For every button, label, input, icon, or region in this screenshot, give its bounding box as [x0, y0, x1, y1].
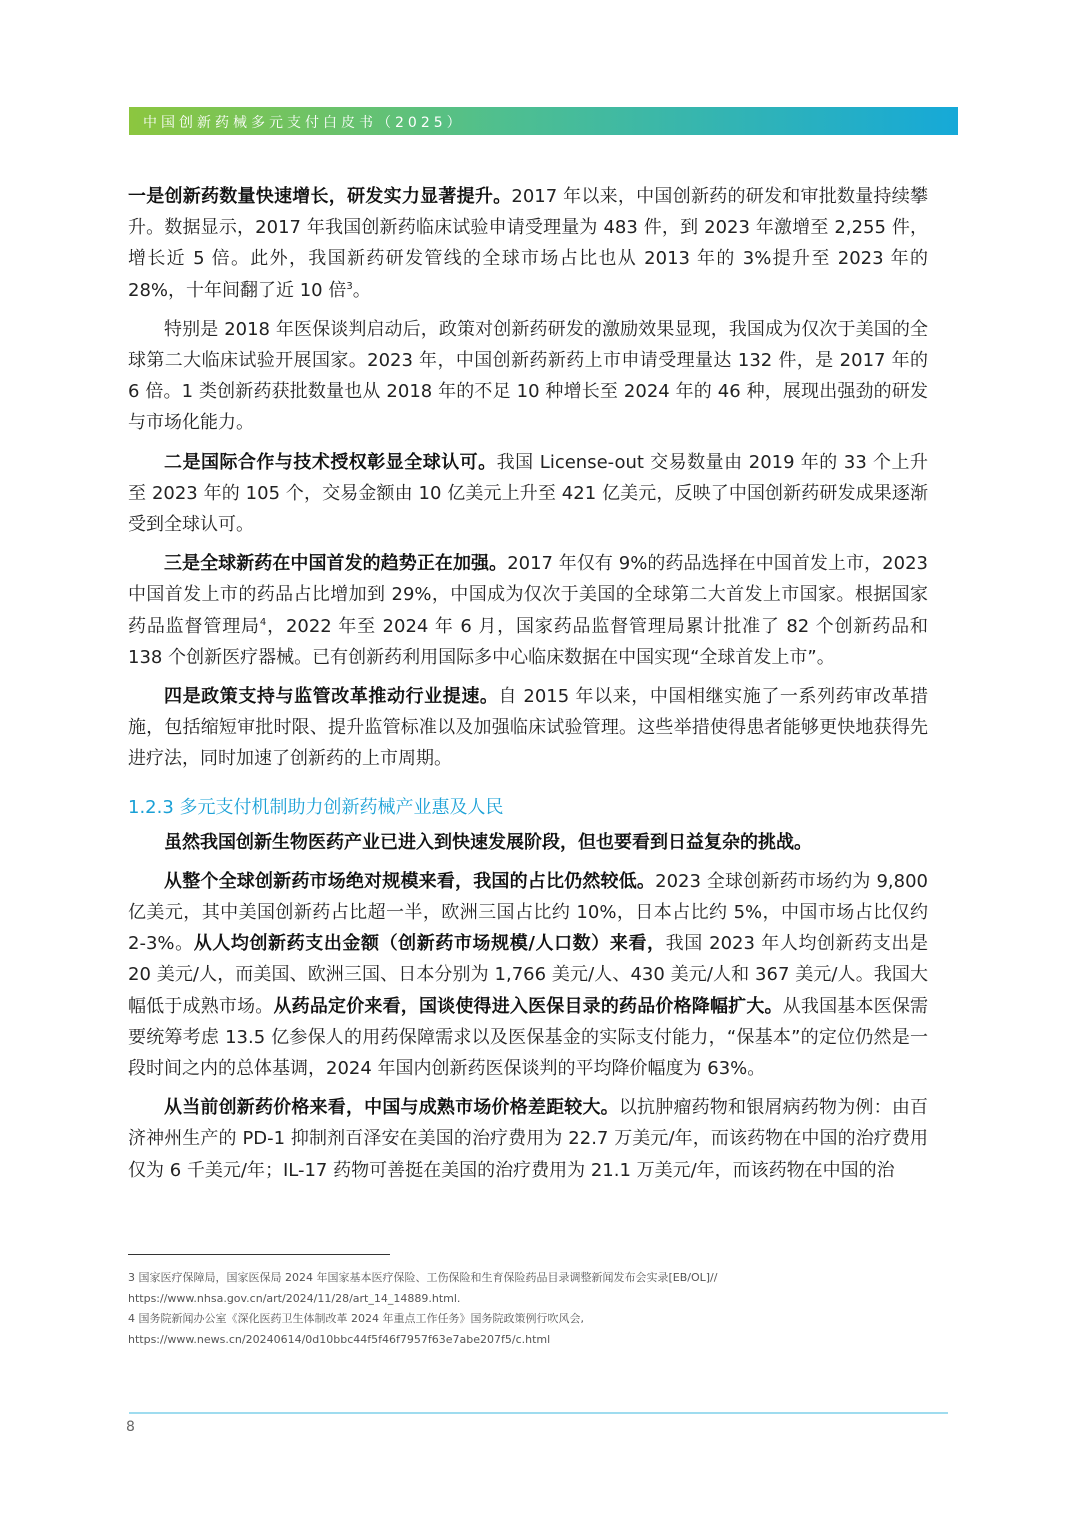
paragraph-lead: 三是全球新药在中国首发的趋势正在加强。 [164, 553, 508, 575]
paragraph-lead: 从药品定价来看，国谈使得进入医保目录的药品价格降幅扩大。 [273, 995, 783, 1017]
paragraph-lead: 从当前创新药价格来看，中国与成熟市场价格差距较大。 [164, 1097, 619, 1119]
paragraph-innovation-growth [128, 181, 928, 306]
paragraph-lead: 虽然我国创新生物医药产业已进入到快速发展阶段，但也要看到日益复杂的挑战。 [164, 831, 812, 853]
paragraph-challenge-lead [128, 827, 928, 858]
paragraph-clinical-trials [128, 314, 928, 439]
paragraph-text: 自 2015 年以来，中国相继实施了一系列药审改革措施，包括缩短审批时限、提升监管标准以及加强临床试验管理。这些举措使得患者能够更快地获得先进疗法，同时加速了创新药的上市周期。 [128, 686, 928, 770]
paragraph-first-launch [128, 548, 928, 673]
paragraph-price-gap [128, 1092, 928, 1186]
paragraph-policy-support [128, 681, 928, 775]
paragraph-text: 2017 年仅有 9%的药品选择在中国首发上市，2023 中国首发上市的药品占比增加到 29%，中国成为仅次于美国的全球第二大首发上市国家。根据国家药品监督管理局 [128, 553, 928, 637]
section-heading: 1.2.3 多元支付机制助力创新药械产业惠及人民 [128, 796, 504, 818]
footnote-divider [128, 1254, 390, 1255]
paragraph-market-scale [128, 866, 928, 1084]
footnotes [128, 1268, 948, 1350]
main-content [128, 181, 928, 1194]
paragraph-text: 特别是 2018 年医保谈判启动后，政策对创新药研发的激励效果显现，我国成为仅次于美国的全球第二大临床试验开展国家。2023 年，中国创新药新药上市申请受理量达 132 件，是 2017 年的 6 倍。1 类创新药获批数量也从 2018 年的不足 10 种增长至 2024 年的 46 种，展现出强劲的研发与市场化能力。 [128, 318, 928, 434]
paragraph-text: 以抗肿瘤药物和银屑病药物为例：由百济神州生产的 PD-1 抑制剂百泽安在美国的治疗费用为 22.7 万美元/年，而该药物在中国的治疗费用仅为 6 千美元/年；IL-17 药物可善挺在美国的治疗费用为 21.1 万美元/年，而该药物在中国的治 [128, 1097, 929, 1181]
footnote-4-text: 4 国务院新闻办公室《深化医药卫生体制改革 2024 年重点工作任务》国务院政策例行吹风会, [128, 1312, 584, 1325]
header-title: 中国创新药械多元支付白皮书（2025） [143, 115, 465, 131]
footnote-3-link[interactable]: https://www.nhsa.gov.cn/art/2024/11/28/art_14_14889.html. [128, 1291, 461, 1305]
paragraph-text: 我国 2023 年人均创新药支出是 20 美元/人，而美国、欧洲三国、日本分别为 1,766 美元/人、430 美元/人和 367 美元/人。我国大幅低于成熟市场。 [128, 933, 928, 1017]
paragraph-lead: 四是政策支持与监管改革推动行业提速。 [164, 686, 499, 708]
paragraph-text: 2017 年以来，中国创新药的研发和审批数量持续攀升。数据显示，2017 年我国创新药临床试验申请受理量为 483 件，到 2023 年激增至 2,255 件，增长近 5 倍。此外，我国新药研发管线的全球市场占比也从 2013 年的 3%提升至 2023 年的 28%，十年间翻了近 10 倍 [128, 186, 929, 301]
paragraph-lead: 二是国际合作与技术授权彰显全球认可。 [164, 451, 497, 473]
header-bar [129, 107, 958, 135]
footnote-4-link[interactable]: https://www.news.cn/20240614/0d10bbc44f5f46f7957f63e7abe207f5/c.html [128, 1332, 551, 1346]
footer-divider [129, 1412, 948, 1414]
footnote-3-text: 3 国家医疗保障局，国家医保局 2024 年国家基本医疗保险、工伤保险和生育保险药品目录调整新闻发布会实录[EB/OL]// [128, 1271, 718, 1284]
paragraph-text: 2023 全球创新药市场约为 9,800 亿美元，其中美国创新药占比超一半，欧洲三国占比约 10%，日本占比约 5%，中国市场占比仅约 2-3%。 [128, 870, 929, 955]
paragraph-lead: 一是创新药数量快速增长，研发实力显著提升。 [128, 186, 512, 207]
paragraph-lead: 从整个全球创新药市场绝对规模来看，我国的占比仍然较低。 [164, 870, 656, 892]
paragraph-lead: 从人均创新药支出金额（创新药市场规模/人口数）来看， [193, 933, 666, 955]
footnote-ref[interactable]: 4 [259, 616, 267, 628]
paragraph-text: 从我国基本医保需要统筹考虑 13.5 亿参保人的用药保障需求以及医保基金的实际支付能力，“保基本”的定位仍然是一段时间之内的总体基调，2024 年国内创新药医保谈判的平均降价幅度为 63%。 [128, 995, 929, 1080]
page-number: 8 [126, 1419, 135, 1435]
paragraph-text: 。 [352, 279, 371, 301]
paragraph-international-cooperation [128, 447, 928, 541]
paragraph-text: ，2022 年至 2024 年 6 月，国家药品监督管理局累计批准了 82 个创新药品和 138 个创新医疗器械。已有创新药利用国际多中心临床数据在中国实现“全球首发上市”。 [128, 615, 929, 668]
paragraph-text: 我国 License-out 交易数量由 2019 年的 33 个上升至 2023 年的 105 个，交易金额由 10 亿美元上升至 421 亿美元，反映了中国创新药研发成果逐渐受到全球认可。 [128, 451, 929, 536]
footnote-ref[interactable]: 3 [346, 280, 353, 292]
